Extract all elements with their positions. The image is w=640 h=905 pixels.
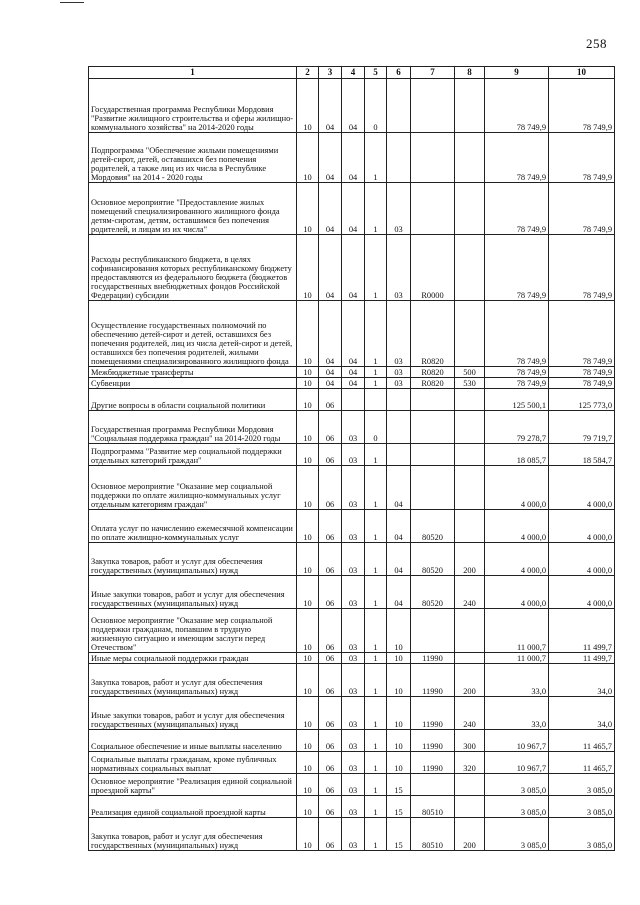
code-subprogram: 1 [365,818,387,851]
code-pr: 04 [319,378,342,389]
amount-year-1: 3 085,0 [485,818,549,851]
table-row [89,818,615,851]
amount-year-1: 78 749,9 [485,367,549,378]
code-rz: 10 [297,730,319,752]
amount-year-2: 78 749,9 [549,301,615,367]
code-expense-type: 300 [455,730,485,752]
code-program: 04 [342,367,365,378]
code-expense-type [455,183,485,235]
amount-year-2: 34,0 [549,697,615,730]
amount-year-2: 4 000,0 [549,576,615,609]
amount-year-2: 4 000,0 [549,466,615,510]
code-event: 10 [387,664,411,697]
code-pr: 06 [319,774,342,796]
code-rz: 10 [297,576,319,609]
code-program: 04 [342,133,365,183]
amount-year-1: 4 000,0 [485,543,549,576]
code-direction: 11990 [411,730,455,752]
code-pr: 06 [319,510,342,543]
code-program: 04 [342,79,365,133]
code-pr: 04 [319,301,342,367]
code-subprogram: 1 [365,664,387,697]
table-row [89,183,615,235]
code-rz: 10 [297,609,319,653]
code-expense-type [455,774,485,796]
table-row [89,378,615,389]
code-event: 03 [387,301,411,367]
code-pr: 04 [319,183,342,235]
code-rz: 10 [297,752,319,774]
header-col-10: 10 [549,67,615,79]
code-subprogram: 1 [365,752,387,774]
code-pr: 06 [319,466,342,510]
amount-year-1: 11 000,7 [485,609,549,653]
amount-year-2: 78 749,9 [549,79,615,133]
code-subprogram: 1 [365,730,387,752]
code-event [387,411,411,444]
code-rz: 10 [297,389,319,411]
code-event: 10 [387,609,411,653]
code-direction: 80520 [411,543,455,576]
amount-year-2: 3 085,0 [549,774,615,796]
code-program: 03 [342,543,365,576]
table-row [89,609,615,653]
table-row [89,664,615,697]
table-body [89,79,615,851]
code-program: 03 [342,774,365,796]
code-subprogram: 1 [365,510,387,543]
code-subprogram: 1 [365,576,387,609]
code-subprogram: 1 [365,543,387,576]
code-direction [411,774,455,796]
row-name: Закупка товаров, работ и услуг для обеспечения государственных (муниципальных) нужд [89,818,297,851]
amount-year-1: 33,0 [485,697,549,730]
code-expense-type [455,133,485,183]
header-col-9: 9 [485,67,549,79]
header-col-2: 2 [297,67,319,79]
amount-year-2: 78 749,9 [549,133,615,183]
amount-year-1: 78 749,9 [485,79,549,133]
code-event: 10 [387,730,411,752]
row-name: Основное мероприятие "Предоставление жилых помещений специализированного жилищного фонда детям-сиротам, детям, оставшимся без попечения родителей, и лицам из их числа" [89,183,297,235]
code-program: 03 [342,411,365,444]
amount-year-2: 11 465,7 [549,730,615,752]
code-direction: 80520 [411,510,455,543]
code-event: 04 [387,510,411,543]
code-subprogram: 1 [365,466,387,510]
amount-year-2: 34,0 [549,664,615,697]
code-direction: R0000 [411,235,455,301]
code-rz: 10 [297,796,319,818]
code-expense-type [455,444,485,466]
code-pr: 06 [319,444,342,466]
header-col-7: 7 [411,67,455,79]
header-col-5: 5 [365,67,387,79]
table-row [89,444,615,466]
code-rz: 10 [297,444,319,466]
code-expense-type [455,389,485,411]
code-direction: R0820 [411,367,455,378]
amount-year-1: 10 967,7 [485,752,549,774]
code-event: 04 [387,576,411,609]
table-row [89,367,615,378]
amount-year-1: 3 085,0 [485,796,549,818]
code-rz: 10 [297,774,319,796]
code-rz: 10 [297,543,319,576]
code-expense-type [455,411,485,444]
code-program: 03 [342,697,365,730]
code-program: 04 [342,235,365,301]
code-event [387,79,411,133]
page-number: 258 [586,36,607,51]
code-expense-type [455,79,485,133]
code-program [342,389,365,411]
code-event [387,133,411,183]
code-direction [411,389,455,411]
code-pr: 06 [319,818,342,851]
code-program: 03 [342,730,365,752]
code-subprogram [365,389,387,411]
table-row [89,576,615,609]
code-subprogram: 1 [365,774,387,796]
code-expense-type: 200 [455,818,485,851]
code-expense-type: 500 [455,367,485,378]
code-event: 15 [387,774,411,796]
code-subprogram: 1 [365,367,387,378]
code-direction: 11990 [411,664,455,697]
row-name: Основное мероприятие "Реализация единой социальной проездной карты" [89,774,297,796]
row-name: Иные закупки товаров, работ и услуг для обеспечения государственных (муниципальных) нужд [89,576,297,609]
header-col-3: 3 [319,67,342,79]
code-pr: 04 [319,79,342,133]
code-expense-type: 320 [455,752,485,774]
code-program: 03 [342,609,365,653]
code-event: 03 [387,378,411,389]
code-direction [411,466,455,510]
code-event: 04 [387,466,411,510]
code-rz: 10 [297,235,319,301]
code-rz: 10 [297,378,319,389]
code-direction: 80510 [411,818,455,851]
code-expense-type [455,653,485,664]
row-name: Подпрограмма "Обеспечение жильми помещениями детей-сирот, детей, оставшихся без попечения родителей, а также лиц из их числа в Республике Мордовия" на 2014 - 2020 годы [89,133,297,183]
code-expense-type: 240 [455,576,485,609]
code-program: 03 [342,752,365,774]
amount-year-1: 33,0 [485,664,549,697]
row-name: Закупка товаров, работ и услуг для обеспечения государственных (муниципальных) нужд [89,543,297,576]
code-event [387,444,411,466]
amount-year-2: 78 749,9 [549,378,615,389]
header-col-8: 8 [455,67,485,79]
code-pr: 06 [319,796,342,818]
code-program: 03 [342,444,365,466]
code-event: 03 [387,367,411,378]
code-subprogram: 1 [365,697,387,730]
code-rz: 10 [297,697,319,730]
code-expense-type [455,235,485,301]
code-program: 03 [342,466,365,510]
amount-year-2: 78 749,9 [549,235,615,301]
table-row [89,510,615,543]
code-event: 03 [387,235,411,301]
code-event: 15 [387,818,411,851]
code-expense-type: 530 [455,378,485,389]
table-row [89,730,615,752]
code-rz: 10 [297,653,319,664]
row-name: Другие вопросы в области социальной политики [89,389,297,411]
code-direction [411,133,455,183]
code-pr: 06 [319,609,342,653]
amount-year-1: 3 085,0 [485,774,549,796]
budget-table [88,66,615,851]
code-rz: 10 [297,664,319,697]
code-pr: 06 [319,543,342,576]
amount-year-1: 78 749,9 [485,378,549,389]
row-name: Субвенции [89,378,297,389]
table-row [89,752,615,774]
code-expense-type [455,466,485,510]
code-pr: 06 [319,653,342,664]
code-direction: 80510 [411,796,455,818]
amount-year-1: 78 749,9 [485,235,549,301]
row-name: Расходы республиканского бюджета, в целях софинансирования которых республиканскому бюджету предоставляются из федерального бюджета (бюджетов государственных внебюджетных фондов Российской Федерации) субсидии [89,235,297,301]
code-program: 03 [342,664,365,697]
code-expense-type: 200 [455,664,485,697]
row-name: Государственная программа Республики Мордовия "Развитие жилищного строительства и сферы жилищно-коммунального хозяйства" на 2014-2020 годы [89,79,297,133]
code-rz: 10 [297,79,319,133]
code-direction: 80520 [411,576,455,609]
table-row [89,653,615,664]
table-row [89,79,615,133]
code-subprogram: 1 [365,444,387,466]
table-row [89,543,615,576]
code-direction: 11990 [411,697,455,730]
table-row [89,133,615,183]
code-direction: 11990 [411,653,455,664]
amount-year-1: 4 000,0 [485,466,549,510]
table-row [89,466,615,510]
amount-year-1: 79 278,7 [485,411,549,444]
row-name: Закупка товаров, работ и услуг для обеспечения государственных (муниципальных) нужд [89,664,297,697]
code-expense-type: 240 [455,697,485,730]
row-name: Основное мероприятие "Оказание мер социальной поддержки гражданам, попавшим в трудную жизненную ситуацию и имеющим заслуги перед Отечеством" [89,609,297,653]
header-col-6: 6 [387,67,411,79]
code-subprogram: 1 [365,609,387,653]
amount-year-2: 4 000,0 [549,510,615,543]
code-direction: R0820 [411,301,455,367]
code-rz: 10 [297,183,319,235]
row-name: Государственная программа Республики Мордовия "Социальная поддержка граждан" на 2014-2020 годы [89,411,297,444]
row-name: Иные меры социальной поддержки граждан [89,653,297,664]
amount-year-2: 18 584,7 [549,444,615,466]
code-program: 03 [342,818,365,851]
code-event: 15 [387,796,411,818]
code-program: 03 [342,576,365,609]
header-col-4: 4 [342,67,365,79]
amount-year-2: 3 085,0 [549,818,615,851]
code-subprogram: 1 [365,378,387,389]
code-subprogram: 1 [365,796,387,818]
amount-year-1: 125 500,1 [485,389,549,411]
row-name: Социальное обеспечение и иные выплаты населению [89,730,297,752]
row-name: Иные закупки товаров, работ и услуг для обеспечения государственных (муниципальных) нужд [89,697,297,730]
row-name: Реализация единой социальной проездной карты [89,796,297,818]
table-row [89,301,615,367]
code-rz: 10 [297,367,319,378]
code-program: 04 [342,183,365,235]
code-subprogram: 0 [365,411,387,444]
code-rz: 10 [297,133,319,183]
row-name: Основное мероприятие "Оказание мер социальной поддержки по оплате жилищно-коммунальных услуг отдельным категориям граждан" [89,466,297,510]
code-expense-type [455,510,485,543]
code-program: 04 [342,301,365,367]
code-pr: 04 [319,133,342,183]
table-row [89,796,615,818]
code-subprogram: 1 [365,183,387,235]
code-program: 03 [342,510,365,543]
code-rz: 10 [297,411,319,444]
amount-year-2: 79 719,7 [549,411,615,444]
table-row [89,411,615,444]
code-direction [411,609,455,653]
amount-year-2: 125 773,0 [549,389,615,411]
code-pr: 06 [319,576,342,609]
amount-year-1: 4 000,0 [485,576,549,609]
table-row [89,389,615,411]
table-row [89,774,615,796]
code-pr: 04 [319,235,342,301]
amount-year-2: 11 499,7 [549,653,615,664]
amount-year-1: 78 749,9 [485,183,549,235]
top-edge-mark [60,2,84,3]
code-subprogram: 1 [365,653,387,664]
amount-year-2: 3 085,0 [549,796,615,818]
amount-year-2: 78 749,9 [549,367,615,378]
code-subprogram: 1 [365,301,387,367]
code-event: 03 [387,183,411,235]
code-event: 10 [387,752,411,774]
code-direction [411,411,455,444]
code-rz: 10 [297,301,319,367]
code-rz: 10 [297,818,319,851]
code-direction [411,79,455,133]
code-pr: 06 [319,411,342,444]
amount-year-2: 11 465,7 [549,752,615,774]
code-direction: R0820 [411,378,455,389]
code-pr: 06 [319,389,342,411]
amount-year-1: 11 000,7 [485,653,549,664]
code-expense-type [455,301,485,367]
row-name: Осуществление государственных полномочий по обеспечению детей-сирот и детей, оставшихся без попечения родителей, лиц из числа детей-сирот и детей, оставшихся без попечения родителей, жилыми помещениями специализированного жилищного фонда [89,301,297,367]
code-direction: 11990 [411,752,455,774]
code-program: 03 [342,653,365,664]
code-program: 03 [342,796,365,818]
row-name: Подпрограмма "Развитие мер социальной поддержки отдельных категорий граждан" [89,444,297,466]
code-pr: 06 [319,752,342,774]
header-col-1: 1 [89,67,297,79]
code-direction [411,183,455,235]
code-event: 10 [387,697,411,730]
amount-year-2: 4 000,0 [549,543,615,576]
row-name: Оплата услуг по начислению ежемесячной компенсации по оплате жилищно-коммунальных услуг [89,510,297,543]
code-event [387,389,411,411]
code-expense-type [455,796,485,818]
code-pr: 04 [319,367,342,378]
code-direction [411,444,455,466]
row-name: Социальные выплаты гражданам, кроме публичных нормативных социальных выплат [89,752,297,774]
code-pr: 06 [319,664,342,697]
code-rz: 10 [297,510,319,543]
amount-year-2: 78 749,9 [549,183,615,235]
table-row [89,235,615,301]
code-rz: 10 [297,466,319,510]
amount-year-1: 78 749,9 [485,301,549,367]
amount-year-2: 11 499,7 [549,609,615,653]
row-name: Межбюджетные трансферты [89,367,297,378]
code-program: 04 [342,378,365,389]
header-row [89,67,615,79]
table-row [89,697,615,730]
code-event: 10 [387,653,411,664]
code-subprogram: 0 [365,79,387,133]
code-subprogram: 1 [365,133,387,183]
amount-year-1: 10 967,7 [485,730,549,752]
code-expense-type: 200 [455,543,485,576]
code-event: 04 [387,543,411,576]
code-pr: 06 [319,697,342,730]
code-pr: 06 [319,730,342,752]
code-subprogram: 1 [365,235,387,301]
amount-year-1: 78 749,9 [485,133,549,183]
code-expense-type [455,609,485,653]
amount-year-1: 4 000,0 [485,510,549,543]
amount-year-1: 18 085,7 [485,444,549,466]
